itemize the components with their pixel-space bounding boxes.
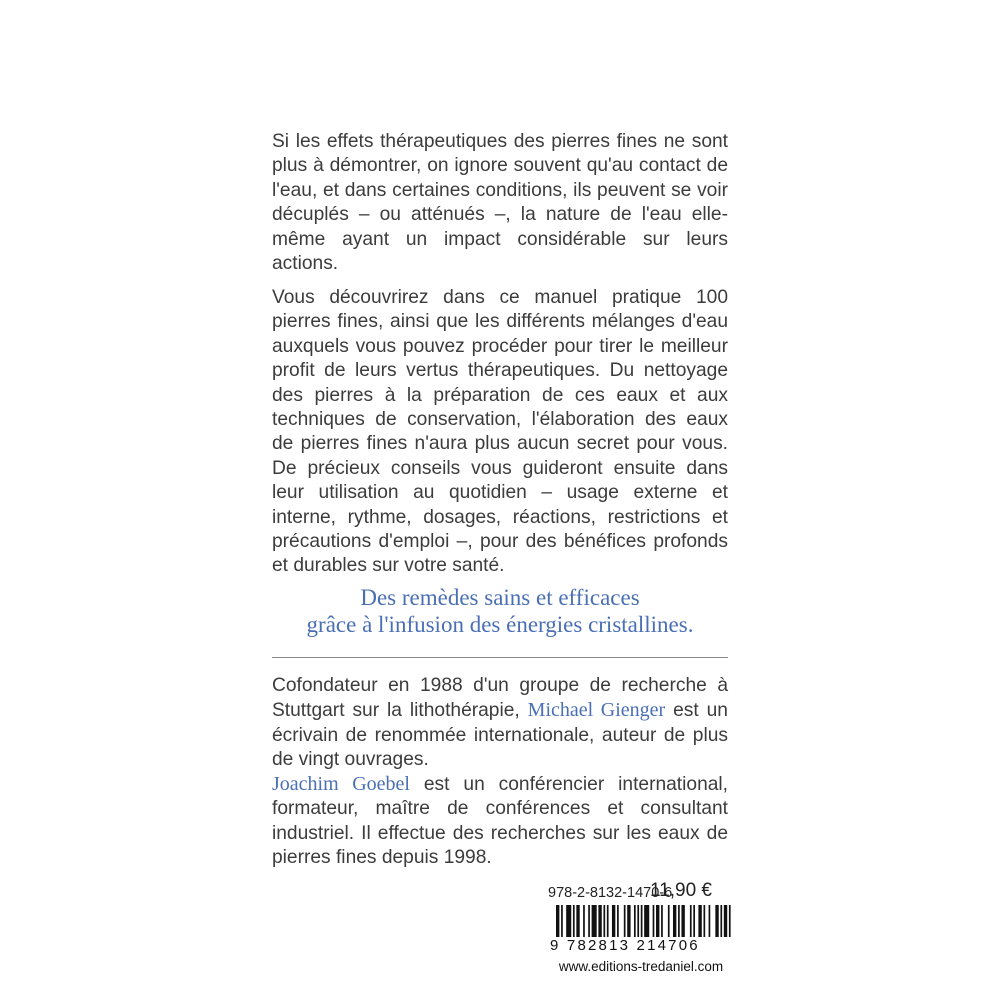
price: 11,90 € — [650, 880, 712, 901]
author-name-joachim-goebel: Joachim Goebel — [272, 773, 410, 795]
isbn-number: 978-2-8132-1470-6 — [548, 885, 673, 901]
author-bio-1-intro: Cofondateur en 1988 d'un groupe de recherche à Stuttgart sur la lithothérapie, — [272, 675, 728, 722]
author-bio-2 — [272, 772, 728, 871]
author-name-michael-gienger: Michael Gienger — [527, 699, 666, 722]
author-bio-1 — [272, 674, 728, 773]
description-paragraph-1: Si les effets thérapeutiques des pierres fines ne sont plus à démontrer, on ignore souvent qu'au contact de l'eau, et dans certaines conditions, ils peuvent se voir décuplés – ou atténués –, la nature de l'eau elle-même ayant un impact considérable sur leurs actions. — [272, 131, 728, 275]
tagline-line-2: grâce à l'infusion des énergies cristallines. — [306, 612, 694, 637]
divider — [272, 657, 728, 658]
description-paragraph-2: Vous découvrirez dans ce manuel pratique 100 pierres fines, ainsi que les différents mélanges d'eau auxquels vous pouvez procéder pour tirer le meilleur profit de leurs vertus thérapeutiques. Du nettoyage des pierres à la préparation de ces eaux et aux techniques de conservation, l'élaboration des eaux de pierres fines n'aura plus aucun secret pour vous. De précieux conseils vous guideront ensuite dans leur utilisation au quotidien – usage externe et interne, rythme, dosages, réactions, restrictions et précautions d'emploi –, pour des bénéfices profonds et durables sur votre santé. — [272, 287, 728, 577]
publisher-website: www.editions-tredaniel.com — [558, 959, 724, 974]
tagline — [272, 584, 728, 638]
tagline-line-1: Des remèdes sains et efficaces — [360, 585, 640, 610]
author-bio-2-rest: est un conférencier international, formateur, maître de conférences et consultant industriel. Il effectue des recherches sur les eaux de pierres fines depuis 1998. — [272, 774, 729, 869]
barcode-digits: 9 782813 214706 — [548, 937, 736, 954]
author-bio-1-rest: est un écrivain de renommée internationale, auteur de plus de vingt ouvrages. — [272, 700, 728, 771]
